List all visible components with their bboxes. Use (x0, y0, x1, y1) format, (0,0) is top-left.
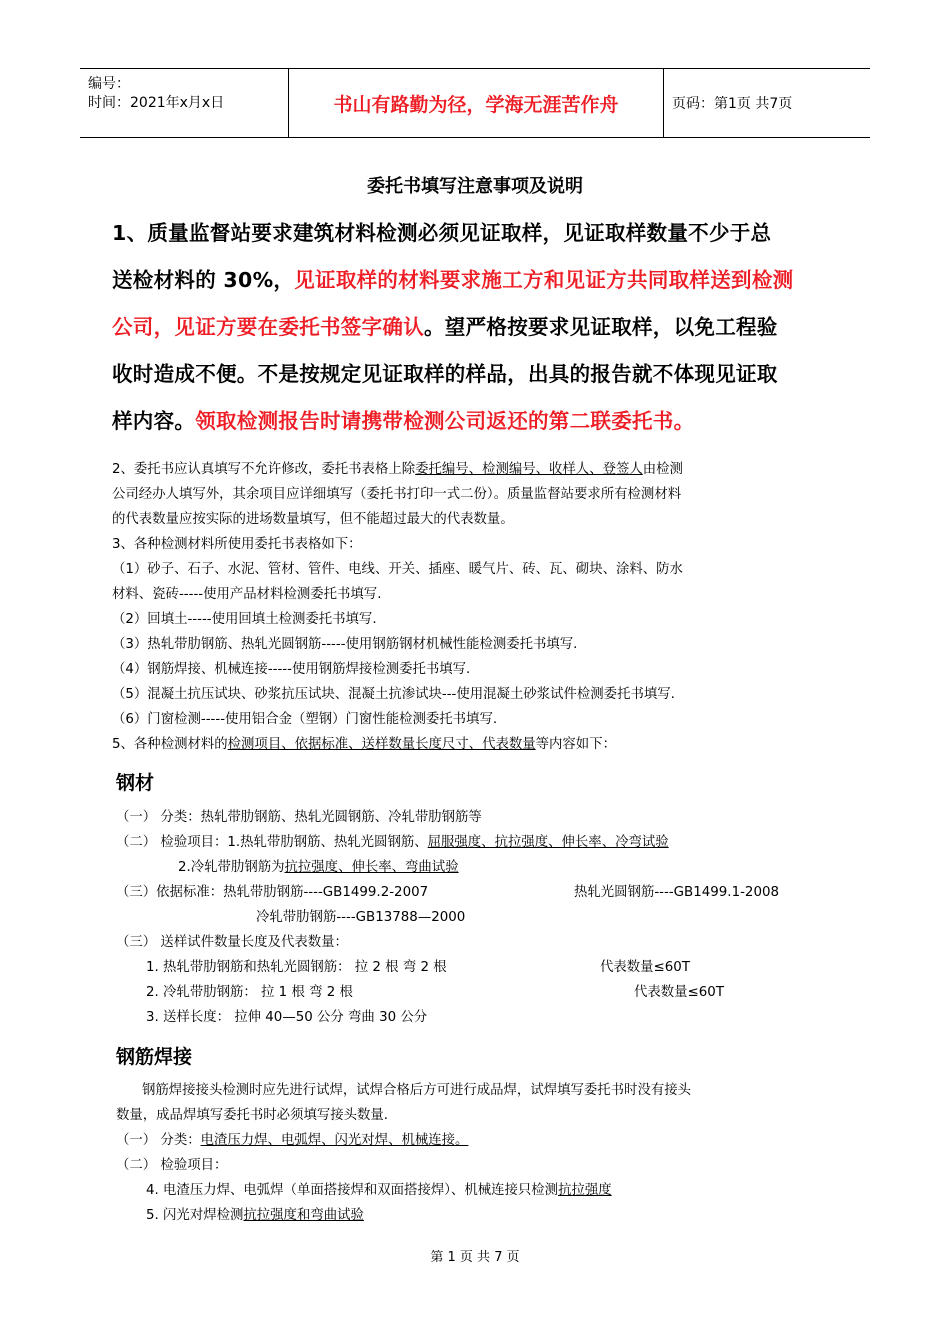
steel-test-items (116, 831, 669, 855)
header-motto: 书山有路勤为径，学海无涯苦作舟 (288, 69, 664, 137)
document-title: 委托书填写注意事项及说明 (367, 176, 583, 197)
p3-item-1a: （1）砂子、石子、水泥、管材、管件、电线、开关、插座、暖气片、砖、瓦、砌块、涂料、防水 (112, 562, 683, 577)
paragraph-1 (112, 210, 842, 445)
p2-line-2: 公司经办人填写外，其余项目应详细填写（委托书打印一式二份）。质量监督站要求所有检测材料 (112, 487, 682, 502)
p1-l3-text: 。望严格按要求见证取样，以免工程验 (424, 315, 778, 339)
p2-text-end: 由检测 (642, 462, 683, 477)
p1-l2-text: 送检材料的 30%， (112, 268, 295, 292)
weld-test-row-5 (146, 1204, 364, 1228)
steel-standard-3: 冷轧带肋钢筋----GB13788—2000 (256, 910, 466, 925)
weld-row5-underlined: 抗拉强度和弯曲试验 (243, 1208, 364, 1223)
p1-line-1: 1、质量监督站要求建筑材料检测必须见证取样，见证取样数量不少于总 (112, 221, 772, 245)
page-footer: 第 1 页 共 7 页 (430, 1250, 520, 1265)
p5-text: 5、各种检测材料的 (112, 737, 228, 752)
p1-line-5 (112, 398, 842, 445)
weld-test-heading: （二） 检验项目： (116, 1158, 228, 1173)
p1-l3-red-text: 公司，见证方要在委托书签字确认 (112, 315, 424, 339)
weld-row4-text: 4. 电渣压力焊、电弧焊（单面搭接焊和双面搭接焊）、机械连接只检测 (146, 1183, 559, 1198)
steel-test-items-2 (178, 856, 459, 880)
weld-category-underlined: 电渣压力焊、电弧焊、闪光对焊、机械连接。 (200, 1133, 469, 1148)
p5-underlined: 检测项目、依据标准、送样数量长度尺寸、代表数量 (227, 737, 536, 752)
p2-underlined: 委托编号、检测编号、收样人、登签人 (415, 462, 643, 477)
p3-item-6: （6）门窗检测-----使用铝合金（塑钢）门窗性能检测委托书填写. (112, 712, 498, 727)
steel-standard-1: （三）依据标准：热轧带肋钢筋----GB1499.2-2007 (116, 885, 429, 900)
p3-item-3: （3）热轧带肋钢筋、热轧光圆钢筋-----使用钢筋钢材机械性能检测委托书填写. (112, 637, 578, 652)
weld-intro-2: 数量，成品焊填写委托书时必须填写接头数量. (116, 1108, 389, 1123)
weld-heading: 钢筋焊接 (116, 1046, 193, 1068)
header-number: 编号： (88, 76, 130, 92)
p5-line (112, 733, 616, 757)
steel-sample-row-3: 3. 送样长度： 拉伸 40—50 公分 弯曲 30 公分 (146, 1010, 428, 1025)
p1-l5-text: 样内容。 (112, 409, 196, 433)
steel-sample-row-2: 2. 冷轧带肋钢筋： 拉 1 根 弯 2 根 (146, 985, 353, 1000)
header-time: 时间：2021年x月x日 (88, 95, 225, 111)
p5-text-end: 等内容如下： (535, 737, 616, 752)
p1-line-3 (112, 304, 842, 351)
steel-heading: 钢材 (116, 772, 155, 794)
weld-test-row-4 (146, 1179, 612, 1203)
p2-line-3: 的代表数量应按实际的进场数量填写，但不能超过最大的代表数量。 (112, 512, 514, 527)
page-header (80, 68, 870, 138)
weld-row4-underlined: 抗拉强度 (558, 1183, 612, 1198)
steel-sample-row-1-qty: 代表数量≤60T (600, 960, 691, 975)
steel-sample-row-1: 1. 热轧带肋钢筋和热轧光圆钢筋： 拉 2 根 弯 2 根 (146, 960, 447, 975)
p2-text: 2、委托书应认真填写不允许修改，委托书表格上除 (112, 462, 416, 477)
weld-category (116, 1129, 468, 1153)
steel-test-underlined: 屈服强度、抗拉强度、伸长率、冷弯试验 (427, 835, 669, 850)
p3-item-1b: 材料、瓷砖-----使用产品材料检测委托书填写. (112, 587, 382, 602)
weld-row5-text: 5. 闪光对焊检测 (146, 1208, 244, 1223)
p3-item-5: （5）混凝土抗压试块、砂浆抗压试块、混凝土抗渗试块---使用混凝土砂浆试件检测委托书填写. (112, 687, 675, 702)
weld-intro-1: 钢筋焊接接头检测时应先进行试焊，试焊合格后方可进行成品焊，试焊填写委托书时没有接头 (142, 1083, 692, 1098)
p1-line-4: 收时造成不便。不是按规定见证取样的样品，出具的报告就不体现见证取 (112, 362, 778, 386)
p3-item-4: （4）钢筋焊接、机械连接-----使用钢筋焊接检测委托书填写. (112, 662, 471, 677)
p1-l5-red-text: 领取检测报告时请携带检测公司返还的第二联委托书。 (195, 409, 695, 433)
p1-line-2 (112, 257, 842, 304)
p2-line-1 (112, 458, 683, 482)
steel-test2-text: 2.冷轧带肋钢筋为 (178, 860, 285, 875)
p1-l2-red-text: 见证取样的材料要求施工方和见证方共同取样送到检测 (294, 268, 794, 292)
steel-test2-underlined: 抗拉强度、伸长率、弯曲试验 (284, 860, 459, 875)
weld-category-text: （一） 分类： (116, 1133, 201, 1148)
steel-sample-row-2-qty: 代表数量≤60T (634, 985, 725, 1000)
header-meta (80, 69, 288, 137)
steel-standard-2: 热轧光圆钢筋----GB1499.1-2008 (574, 885, 779, 900)
steel-category: （一） 分类：热轧带肋钢筋、热轧光圆钢筋、冷轧带肋钢筋等 (116, 810, 482, 825)
steel-test-text: （二） 检验项目：1.热轧带肋钢筋、热轧光圆钢筋、 (116, 835, 428, 850)
p3-heading: 3、各种检测材料所使用委托书表格如下： (112, 537, 362, 552)
header-page-info: 页码：第1页 共7页 (672, 96, 793, 112)
p3-item-2: （2）回填土-----使用回填土检测委托书填写. (112, 612, 377, 627)
steel-sample-heading: （三） 送样试件数量长度及代表数量： (116, 935, 348, 950)
